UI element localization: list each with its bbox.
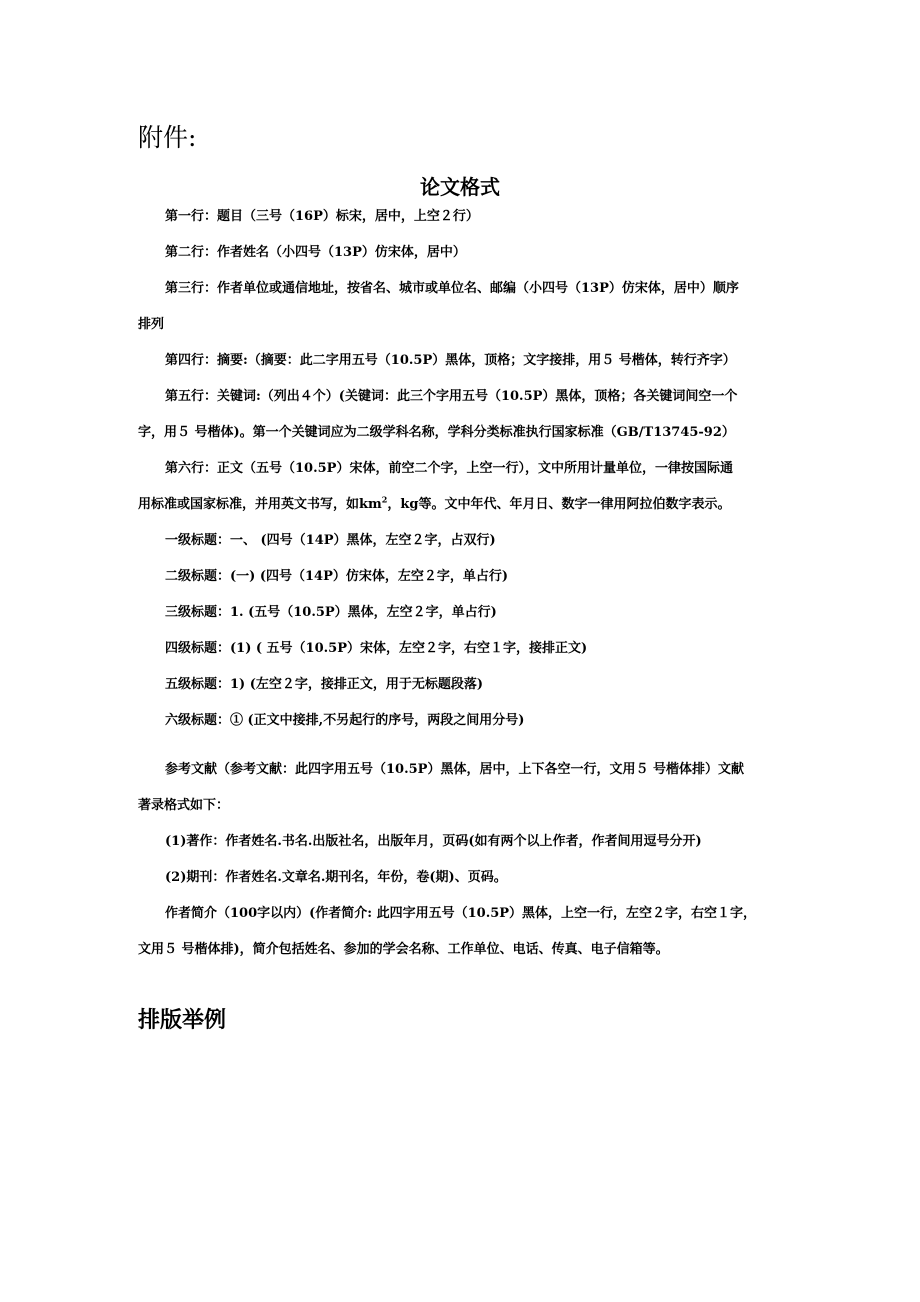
format-line-6-cont (138, 495, 730, 515)
heading-level-4: 四级标题：(1) ( 五号（10.5P）宋体，左空２字，右空１字，接排正文) (165, 641, 588, 656)
heading-level-3: 三级标题：1. (五号（10.5P）黑体，左空２字，单占行) (165, 605, 497, 620)
attachment-label: 附件: (138, 123, 197, 152)
section-title-example: 排版举例 (138, 1007, 227, 1033)
format-line-5: 第五行：关键词:（列出４个）(关键词：此三个字用五号（10.5P）黑体，顶格；各关键词间空一个 (165, 389, 738, 404)
heading-level-5: 五级标题：1) (左空２字，接排正文，用于无标题段落) (165, 677, 484, 692)
document-title: 论文格式 (420, 175, 500, 199)
format-line-6-cont-pre: 用标准或国家标准，并用英文书写，如km (138, 497, 382, 512)
format-line-6-cont-post: ，kg等。文中年代、年月日、数字一律用阿拉伯数字表示。 (387, 497, 731, 512)
reference-book-format: (1)著作：作者姓名.书名.出版社名，出版年月，页码(如有两个以上作者，作者间用逗号分开) (165, 834, 702, 849)
format-line-5-cont: 字，用５ 号楷体)。第一个关键词应为二级学科名称，学科分类标准执行国家标准（GB/T13745-92） (138, 425, 735, 440)
reference-journal-format: (2)期刊：作者姓名.文章名.期刊名，年份，卷(期)、页码。 (165, 870, 507, 885)
references-line: 参考文献（参考文献：此四字用五号（10.5P）黑体，居中，上下各空一行，文用５ 号楷体排）文献 (165, 762, 744, 777)
heading-level-6: 六级标题：① (正文中接排,不另起行的序号，两段之间用分号) (165, 713, 525, 728)
format-line-3: 第三行：作者单位或通信地址，按省名、城市或单位名、邮编（小四号（13P）仿宋体，居中）顺序 (165, 281, 739, 296)
format-line-1: 第一行：题目（三号（16P）标宋，居中，上空２行） (165, 209, 479, 224)
format-line-3-cont: 排列 (138, 317, 165, 332)
superscript-2: 2 (381, 494, 388, 505)
heading-level-1: 一级标题：一、 (四号（14P）黑体，左空２字，占双行) (165, 533, 496, 548)
heading-level-2: 二级标题：(一) (四号（14P）仿宋体，左空２字，单占行) (165, 569, 508, 584)
format-line-6: 第六行：正文（五号（10.5P）宋体，前空二个字，上空一行），文中所用计量单位，一律按国际通 (165, 461, 733, 476)
author-bio-line-cont: 文用５ 号楷体排)，简介包括姓名、参加的学会名称、工作单位、电话、传真、电子信箱等。 (138, 942, 669, 957)
format-line-4: 第四行：摘要:（摘要：此二字用五号（10.5P）黑体，顶格；文字接排，用５ 号楷体，转行齐字） (165, 353, 736, 368)
author-bio-line: 作者简介（100字以内）(作者简介: 此四字用五号（10.5P）黑体，上空一行，左空２字，右空１字， (165, 906, 757, 921)
format-line-2: 第二行：作者姓名（小四号（13P）仿宋体，居中） (165, 245, 466, 260)
references-line-cont: 著录格式如下： (138, 798, 230, 813)
